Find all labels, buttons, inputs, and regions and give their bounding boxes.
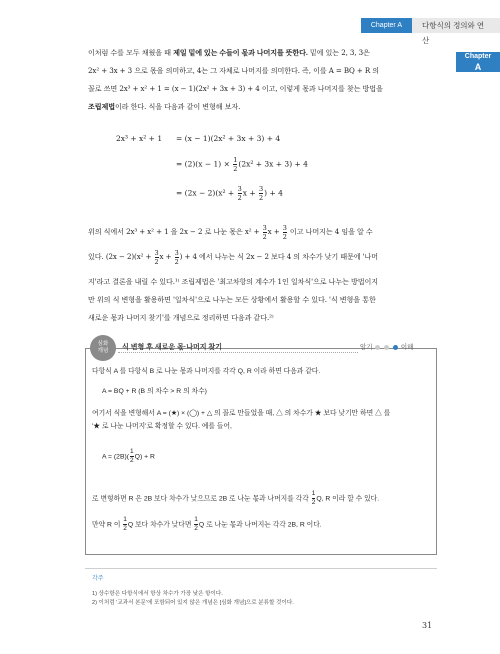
text-run: ) + 4 에서 나누는 식 2x − 2 보다 4 의 차수가 낮기 때문에 '나머 [179, 252, 379, 261]
chapter-label: Chapter A [361, 18, 412, 33]
numerator: 3 [282, 223, 287, 232]
numerator: 3 [262, 223, 267, 232]
box-line [92, 490, 428, 507]
numerator: 3 [237, 185, 242, 193]
text-run: (2x² + 3x + 3) + 4 [238, 159, 308, 169]
footnote-2: 2) 이처럼 '교과서 본문'에 포함되어 있지 않은 개념은 [심화 개념]으로 분류할 것이다. [92, 600, 294, 606]
equation-line-3 [176, 185, 283, 202]
fraction [123, 516, 127, 533]
legend-dot [375, 345, 380, 350]
denominator: 2 [282, 232, 287, 241]
fraction [233, 156, 237, 173]
text-run: Q 로 나눈 몫과 나머지는 각각 2B, R 이다. [198, 521, 322, 529]
text-run: ) + 4 [264, 188, 283, 198]
paragraph-line: 2x² + 3x + 3 으로 몫을 의미하고, 4는 그 자체로 나머지를 의미한다. 즉, 이를 A = BQ + R 의 [88, 66, 380, 75]
text-run: 만약 R 이 [92, 521, 123, 529]
box-line [92, 516, 428, 533]
denominator: 2 [194, 525, 198, 532]
section-title: 다항식의 정의와 연산 [412, 18, 500, 33]
text-run: x + [267, 227, 282, 236]
text-run: A = (2B) [102, 453, 127, 461]
fraction [175, 249, 179, 266]
chapter-header [361, 18, 500, 45]
badge-line: 심화 [97, 341, 109, 347]
text-run: 위의 식에서 2x³ + x² + 1 을 2x − 2 로 나눈 몫은 x² + [88, 227, 262, 236]
text-run: 로 변형하면 R 은 2B 보다 차수가 낮으므로 2B 로 나눈 몫과 나머지를 각각 [92, 495, 311, 503]
chapter-side-tab [456, 52, 500, 72]
denominator: 2 [262, 232, 267, 241]
fraction [238, 185, 242, 202]
paragraph-line: 만 위의 식 변형을 활용하면 '일차식'으로 나누는 모든 상황에서 활용할 수 있다. '식 변형을 통한 [88, 295, 376, 304]
text-run: + R [142, 453, 155, 461]
fraction [194, 516, 198, 533]
paragraph-line: 새로운 몫과 나머지 찾기'를 개념으로 정리하면 다음과 같다.²⁾ [88, 313, 274, 322]
numerator: 1 [130, 448, 134, 455]
legend-dot [393, 345, 398, 350]
fraction [130, 448, 134, 465]
numerator: 3 [154, 248, 159, 257]
badge-line: 개념 [97, 348, 109, 354]
denominator: 2 [259, 194, 264, 202]
numerator: 1 [123, 516, 127, 523]
advanced-concept-badge [90, 335, 116, 361]
equation-line-1: = (x − 1)(2x² + 3x + 3) + 4 [176, 134, 281, 143]
paragraph-line [88, 248, 420, 266]
denominator: 2 [233, 165, 238, 173]
fraction [283, 224, 287, 241]
box-line: 여기서 식을 변형해서 A = (★) × (◯) + △ 의 꼴로 만들었을 때, △ 의 차수가 ★ 보다 낮기만 하면 △ 를 [92, 410, 391, 417]
numerator: 3 [174, 248, 179, 257]
footnote-1: 1) 상수항은 다항식에서 항상 차수가 가장 낮은 항이다. [92, 591, 223, 597]
fraction [312, 490, 316, 507]
legend-label: 이해 [400, 344, 414, 351]
bold-term: 조립제법 [88, 103, 116, 111]
box-line: '★ 로 나눈 나머지'로 확정할 수 있다. 예를 들어, [92, 423, 232, 430]
paragraph-line [88, 44, 420, 62]
concept-box-title: 식 변형 후 새로운 몫·나머지 찾기 [122, 344, 222, 351]
numerator: 1 [311, 490, 316, 497]
page-number: 31 [422, 621, 433, 630]
side-tab-chapter: Chapter [464, 53, 492, 60]
paragraph-line: 지'라고 결론을 내릴 수 있다.¹⁾ 조립제법은 '최고차항의 계수가 1인 일차식'으로 나누는 방법이지 [88, 277, 379, 286]
footnote-divider [85, 568, 437, 569]
text-run: = (2x − 2)(x² + [176, 188, 237, 198]
legend-dot [384, 345, 389, 350]
numerator: 3 [259, 185, 264, 193]
box-formula: A = (2B)( $\frac{1}{2}$ Q) + R [102, 448, 155, 464]
paragraph-line: 꼴로 쓰면 2x³ + x² + 1 = (x − 1)(2x² + 3x + 3) + 4 이고, 이렇게 몫과 나머지를 찾는 방법을 [88, 84, 383, 93]
denominator: 2 [174, 257, 179, 266]
text-run: 이고 나머지는 4 임을 알 수 [287, 227, 373, 236]
fraction [263, 224, 267, 241]
bold-text: 제일 밑에 있는 수들이 몫과 나머지를 뜻한다. [173, 49, 308, 57]
text-run: Q 보다 차수가 낮다면 [127, 521, 194, 529]
fraction [259, 185, 263, 202]
text-run: 있다. (2x − 2)(x² + [88, 252, 154, 261]
text-run: = (2)(x − 1) × [176, 159, 233, 169]
text-run: x + [242, 188, 258, 198]
numerator: 1 [233, 156, 238, 164]
denominator: 2 [130, 457, 134, 464]
text-run: Q, R 이라 할 수 있다. [316, 495, 380, 503]
denominator: 2 [237, 194, 242, 202]
importance-legend [360, 342, 413, 351]
text-run: 이라 한다. 식을 다음과 같이 변형해 보자. [115, 102, 241, 111]
text-run: 밑에 있는 2, 3, 3은 [307, 48, 370, 57]
denominator: 2 [311, 499, 316, 506]
footnote-label: 각주 [92, 576, 104, 582]
denominator: 2 [154, 257, 159, 266]
title-divider [118, 352, 358, 353]
text-run: x + [159, 252, 174, 261]
legend-label: 암기 [360, 344, 373, 351]
paragraph-line [88, 223, 420, 241]
equation-lhs: 2x³ + x² + 1 [116, 134, 163, 143]
box-line: 다항식 A 를 다항식 B 로 나눈 몫과 나머지를 각각 Q, R 이라 하면 다음과 같다. [92, 368, 321, 375]
side-tab-letter: A [474, 62, 482, 72]
box-formula: A = BQ + R (B 의 차수 > R 의 차수) [102, 388, 207, 395]
text-run: 이처럼 수를 모두 채웠을 때 [88, 48, 174, 57]
numerator: 1 [194, 516, 198, 523]
fraction [155, 249, 159, 266]
paragraph-line [88, 98, 420, 116]
equation-line-2 [176, 156, 308, 173]
text-run: Q [134, 453, 140, 461]
denominator: 2 [123, 525, 127, 532]
